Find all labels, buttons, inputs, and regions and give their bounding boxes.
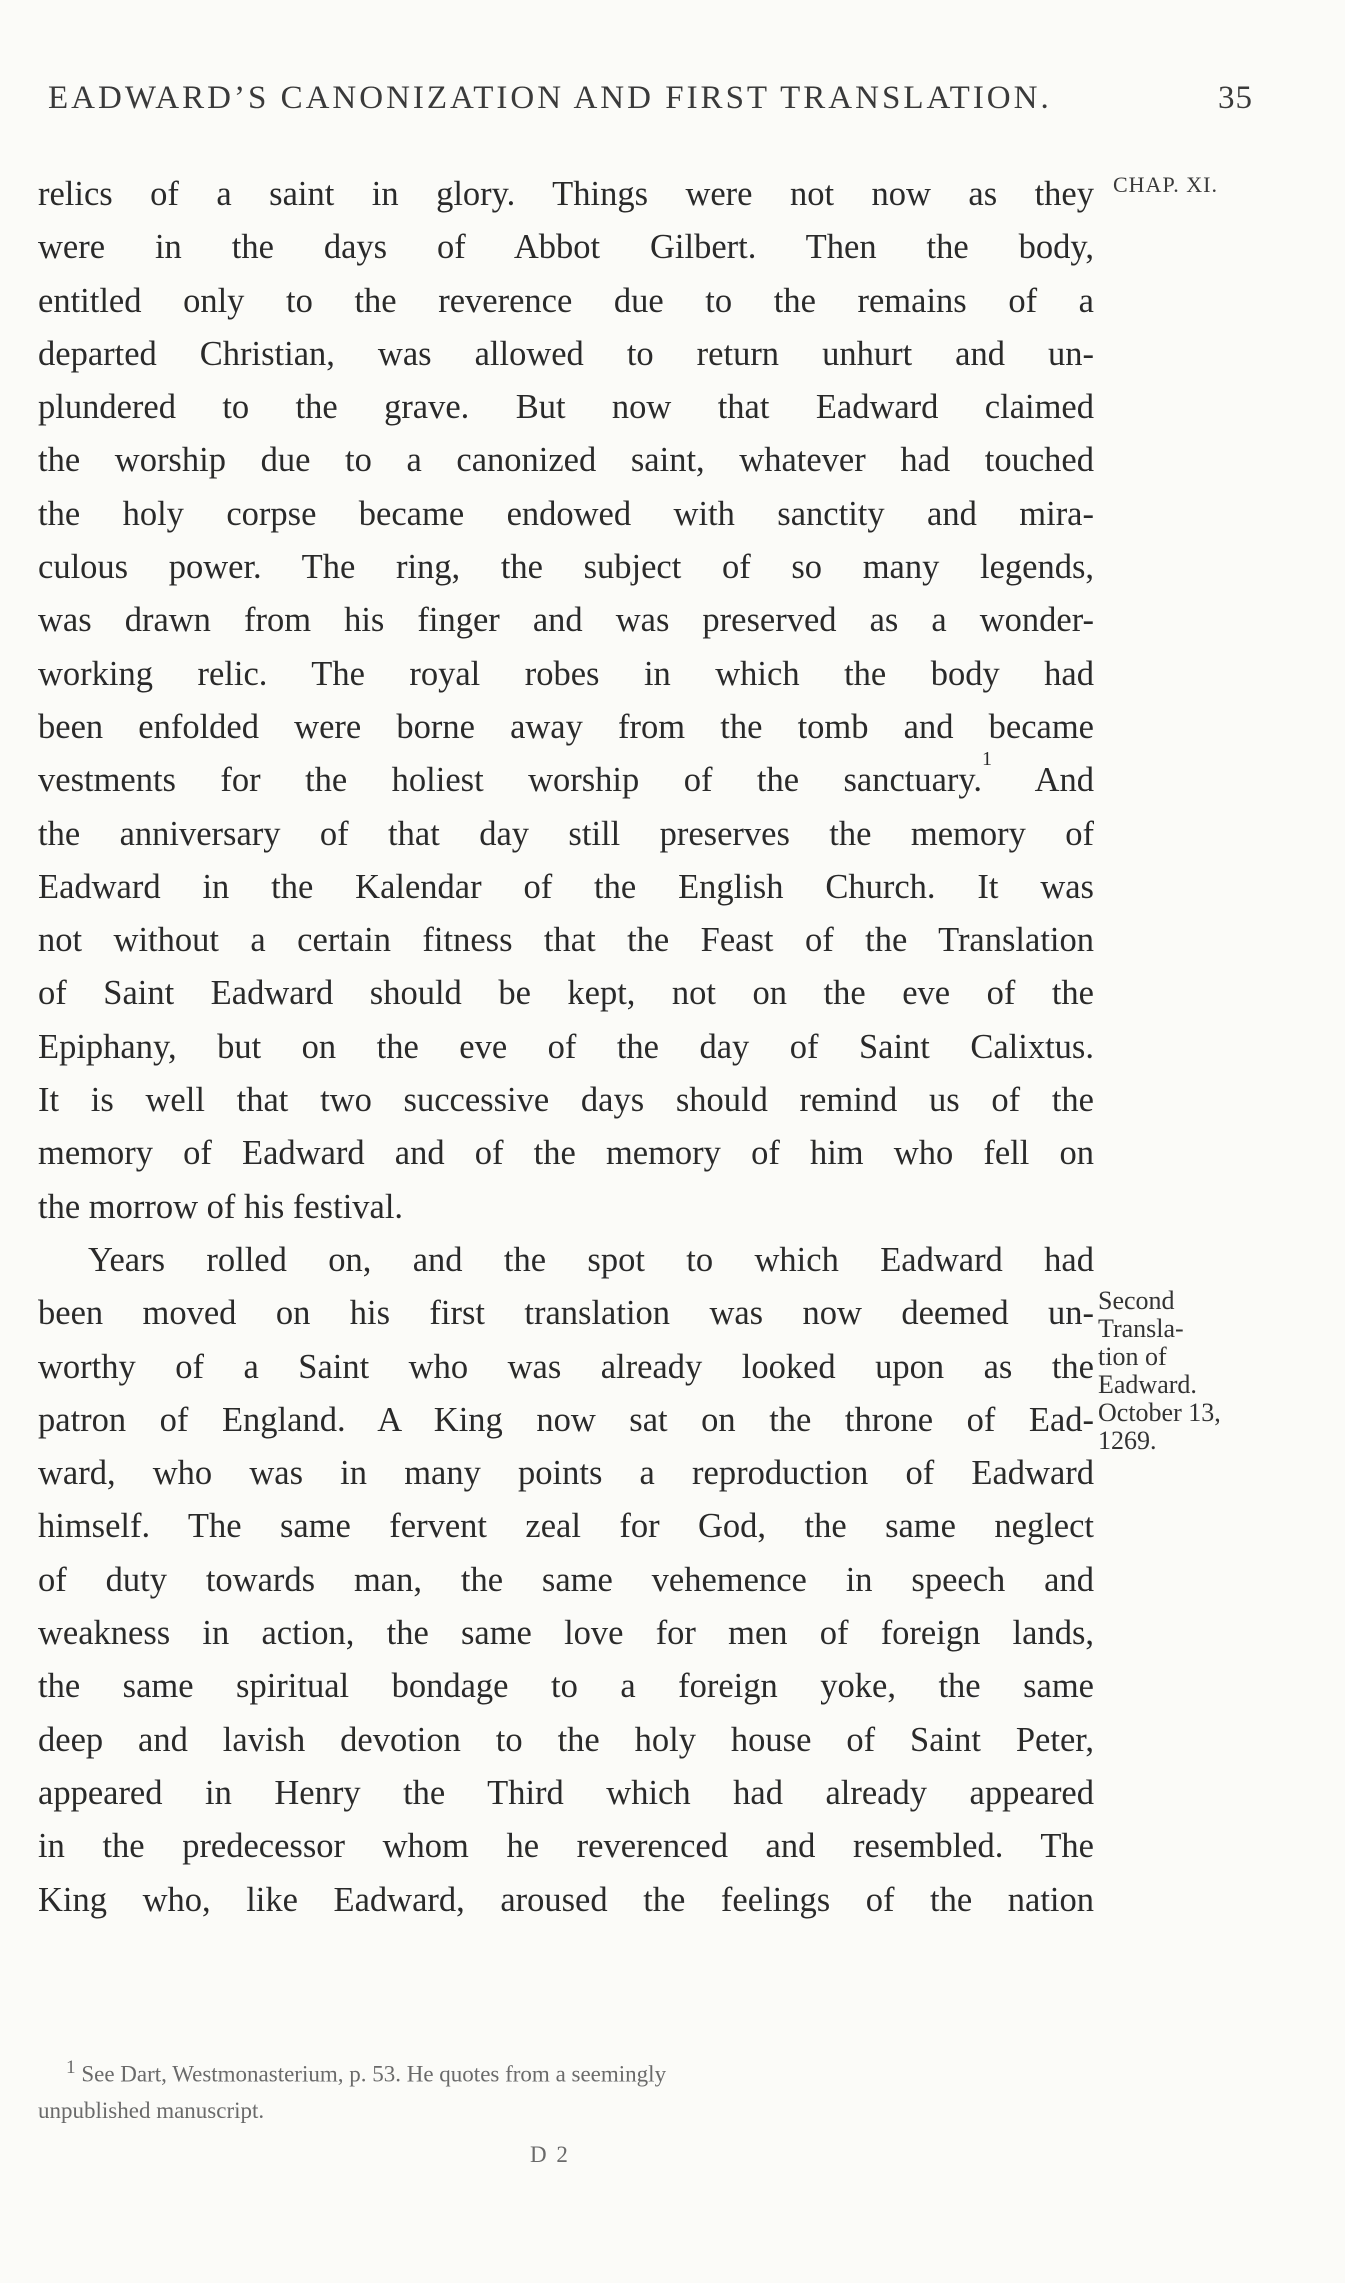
footnote [38,2050,1094,2129]
side-note-line: Eadward. [1098,1370,1197,1399]
body-text [38,168,1094,1927]
text-line: himself. The same fervent zeal for God, the same neglect [38,1507,1094,1546]
signature-mark: D 2 [530,2142,570,2167]
text-line: Epiphany, but on the eve of the day of Saint Calixtus. [38,1027,1094,1066]
text-line: of Saint Eadward should be kept, not on the eve of the [38,974,1094,1013]
text-line: plundered to the grave. But now that Eadward claimed [38,388,1094,427]
side-note-line: 1269. [1098,1426,1157,1455]
text-line: was drawn from his finger and was preserved as a wonder- [38,601,1094,640]
text-line: were in the days of Abbot Gilbert. Then the body, [38,228,1094,267]
side-note-line: tion of [1098,1342,1167,1371]
text-line: Years rolled on, and the spot to which Eadward had [88,1240,1094,1279]
text-line: patron of England. A King now sat on the throne of Ead- [38,1400,1094,1439]
text-segment: And [992,761,1094,800]
text-segment: vestments for the holiest worship of the sanctuary. [38,761,983,800]
text-line: entitled only to the reverence due to the remains of a [38,281,1094,320]
text-line: relics of a saint in glory. Things were not now as they [38,175,1094,213]
text-line: the holy corpse became endowed with sanctity and mira- [38,494,1094,533]
text-line: the morrow of his festival. [38,1187,404,1226]
text-line: It is well that two successive days should remind us of the [38,1081,1094,1120]
footnote-line [38,2050,1094,2093]
text-line: ward, who was in many points a reproduction of Eadward [38,1454,1094,1493]
text-line: been enfolded were borne away from the tomb and became [38,707,1094,746]
text-line: the anniversary of that day still preserves the memory of [38,814,1094,853]
footnote-line: unpublished manuscript. [38,2097,265,2123]
side-note-line: Transla- [1098,1314,1184,1343]
footnote-marker: 1 [66,2057,76,2078]
page-number: 35 [1218,80,1253,116]
text-line: worthy of a Saint who was already looked upon as the [38,1347,1094,1386]
text-line: departed Christian, was allowed to return unhurt and un- [38,334,1094,373]
text-line-with-footnote [38,747,1094,807]
side-note-line: Second [1098,1286,1175,1315]
text-line: Eadward in the Kalendar of the English Church. It was [38,867,1094,906]
chapter-margin-note: CHAP. XI. [1113,172,1218,197]
text-line: appeared in Henry the Third which had already appeared [38,1773,1094,1812]
text-line: working relic. The royal robes in which the body had [38,654,1094,693]
text-line: the same spiritual bondage to a foreign yoke, the same [38,1667,1094,1706]
side-note-second-translation [1098,1287,1258,1455]
footnote-text: See Dart, Westmonasterium, p. 53. He quotes from a seemingly [81,2061,667,2087]
side-note-line: October 13, [1098,1398,1221,1427]
running-title: EADWARD’S CANONIZATION AND FIRST TRANSLATION. [48,80,1052,116]
text-line: memory of Eadward and of the memory of him who fell on [38,1134,1094,1173]
text-line: of duty towards man, the same vehemence in speech and [38,1560,1094,1599]
text-line: weakness in action, the same love for men of foreign lands, [38,1614,1094,1653]
text-line: in the predecessor whom he reverenced and resembled. The [38,1827,1094,1866]
text-line: the worship due to a canonized saint, whatever had touched [38,441,1094,480]
text-line: not without a certain fitness that the Feast of the Translation [38,921,1094,960]
text-line: King who, like Eadward, aroused the feelings of the nation [38,1880,1094,1919]
text-line: culous power. The ring, the subject of so many legends, [38,548,1094,587]
page-header [48,80,1253,130]
text-line: deep and lavish devotion to the holy house of Saint Peter, [38,1720,1094,1759]
text-line: been moved on his first translation was now deemed un- [38,1294,1094,1333]
footnote-reference: 1 [982,747,993,770]
